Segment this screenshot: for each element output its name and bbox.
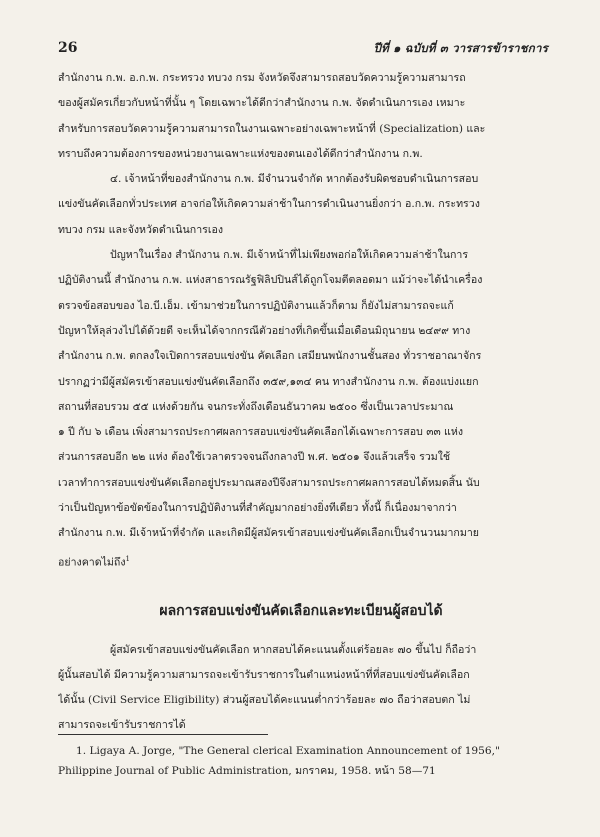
text-line: ๔. เจ้าหน้าที่ของสำนักงาน ก.พ. มีจำนวนจำกัด หากต้องรับผิดชอบดำเนินการสอบ [110, 173, 479, 186]
text-line: ปฏิบัติงานนี้ สำนักงาน ก.พ. แห่งสาธารณรัฐฟิลิปปินส์ได้ถูกโจมตีตลอดมา แม้ว่าจะได้นำเครื่อง [58, 274, 483, 287]
text-line: ส่วนการสอบอีก ๒๒ แห่ง ต้องใช้เวลาตรวจจนถึงกลางปี พ.ศ. ๒๕๐๑ จึงแล้วเสร็จ รวมใช้ [58, 451, 451, 464]
footnote-divider [58, 734, 268, 735]
footnote-line: Philippine Journal of Public Administration, มกราคม, 1958. หน้า 58—71 [58, 765, 436, 777]
text-line: ได้นั้น (Civil Service Eligibility) ส่วนผู้สอบได้คะแนนต่ำกว่าร้อยละ ๗๐ ถือว่าสอบตก ไม่ [58, 694, 471, 707]
text-line: สามารถจะเข้ารับราชการได้ [58, 719, 186, 732]
text-line: สำนักงาน ก.พ. มีเจ้าหน้าที่จำกัด และเกิดมีผู้สมัครเข้าสอบแข่งขันคัดเลือกเป็นจำนวนมากมาย [58, 527, 479, 540]
text-line: ปัญหาในเรื่อง สำนักงาน ก.พ. มีเจ้าหน้าที่ไม่เพียงพอก่อให้เกิดความล่าช้าในการ [110, 249, 469, 262]
text-line: ของผู้สมัครเกี่ยวกับหน้าที่นั้น ๆ โดยเฉพาะได้ดีกว่าสำนักงาน ก.พ. จัดดำเนินการเอง เหมาะ [58, 97, 466, 110]
paragraph-point-4 [58, 167, 544, 243]
text-line-last [58, 547, 544, 576]
text-line: สำหรับการสอบวัดความรู้ความสามารถในงานเฉพาะอย่างเฉพาะหน้าที่ (Specialization) และ [58, 122, 486, 135]
text-line: ว่าเป็นปัญหาข้อขัดข้องในการปฏิบัติงานที่สำคัญมากอย่างยิ่งทีเดียว ทั้งนี้ ก็เนื่องมาจากว่า [58, 502, 457, 515]
text-fragment: อย่างคาดไม่ถึง [58, 556, 126, 569]
paragraph-continuation [58, 66, 544, 167]
paragraph-problem [58, 243, 544, 575]
text-line: ผู้นั้นสอบได้ มีความรู้ความสามารถจะเข้ารับราชการในตำแหน่งหน้าที่ที่สอบแข่งขันคัดเลือก [58, 668, 470, 681]
text-line: เวลาทำการสอบแข่งขันคัดเลือกอยู่ประมาณสองปีจึงสามารถประกาศผลการสอบได้หมดสิ้น นับ [58, 476, 480, 489]
page-header [58, 40, 548, 58]
text-line: แข่งขันคัดเลือกทั่วประเทศ อาจก่อให้เกิดความล่าช้าในการดำเนินงานยิ่งกว่า อ.ก.พ. กระทรวง [58, 198, 480, 211]
text-line: สถานที่สอบรวม ๕๕ แห่งด้วยกัน จนกระทั่งถึงเดือนธันวาคม ๒๕๐๐ ซึ่งเป็นเวลาประมาณ [58, 400, 454, 413]
footnote [58, 741, 544, 781]
footnote-marker: 1 [125, 554, 130, 563]
page-number: 26 [58, 40, 78, 56]
text-line: ผู้สมัครเข้าสอบแข่งขันคัดเลือก หากสอบได้คะแนนตั้งแต่ร้อยละ ๗๐ ขึ้นไป ก็ถือว่า [110, 643, 477, 656]
text-line: สำนักงาน ก.พ. ตกลงใจเปิดการสอบแข่งขัน คัดเลือก เสมียนพนักงานชั้นสอง ทั่วราชอาณาจักร [58, 350, 482, 363]
body-text [58, 66, 544, 575]
text-line: ปรากฏว่ามีผู้สมัครเข้าสอบแข่งขันคัดเลือกถึง ๓๕๙,๑๓๔ คน ทางสำนักงาน ก.พ. ต้องแบ่งแยก [58, 375, 479, 388]
text-line: สำนักงาน ก.พ. อ.ก.พ. กระทรวง ทบวง กรม จังหวัดจึงสามารถสอบวัดความรู้ความสามารถ [58, 72, 466, 84]
text-line: ตรวจข้อสอบของ ไอ.บี.เอ็ม. เข้ามาช่วยในการปฏิบัติงานแล้วก็ตาม ก็ยังไม่สามารถจะแก้ [58, 299, 454, 312]
text-line: ทบวง กรม และจังหวัดดำเนินการเอง [58, 223, 223, 236]
section-body [58, 627, 544, 749]
text-line: ทราบถึงความต้องการของหน่วยงานเฉพาะแห่งของตนเองได้ดีกว่าสำนักงาน ก.พ. [58, 147, 423, 160]
section-heading: ผลการสอบแข่งขันคัดเลือกและทะเบียนผู้สอบได้ [159, 603, 443, 619]
footnote-line: 1. Ligaya A. Jorge, "The General clerical Examination Announcement of 1956," [76, 745, 500, 757]
text-line: ปัญหาให้ลุล่วงไปได้ด้วยดี จะเห็นได้จากกรณีตัวอย่างที่เกิดขึ้นเมื่อเดือนมิถุนายน ๒๔๙๙ ทาง [58, 324, 471, 337]
paragraph-results [58, 638, 544, 739]
running-head: ปีที่ ๑ ฉบับที่ ๓ วารสารข้าราชการ [373, 41, 548, 55]
text-line: ๑ ปี กับ ๖ เดือน เพิ่งสามารถประกาศผลการสอบแข่งขันคัดเลือกได้เฉพาะการสอบ ๓๓ แห่ง [58, 426, 464, 439]
